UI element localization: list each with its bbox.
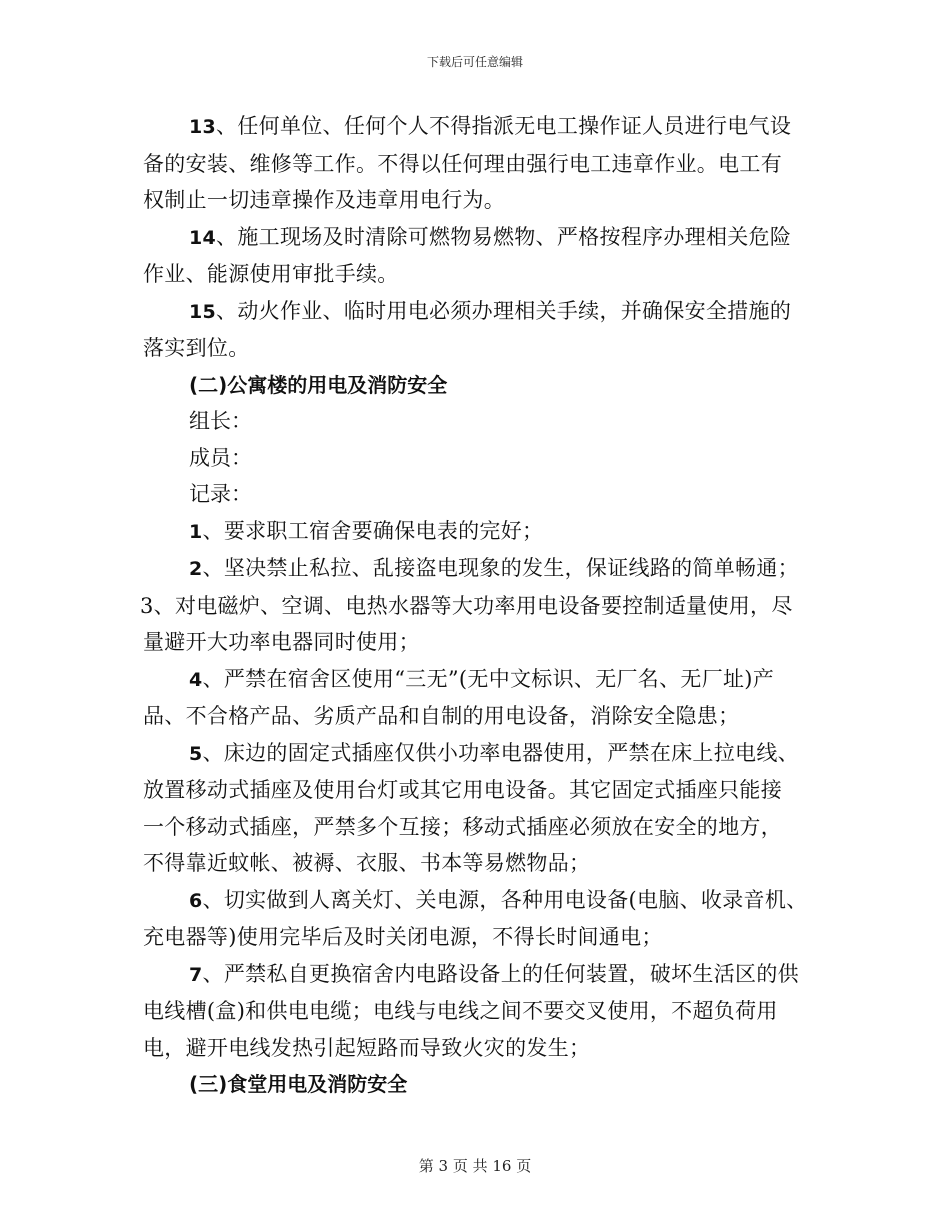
item-number: 7 [189, 963, 203, 986]
item-text: 、切实做到人离关灯、关电源，各种用电设备(电脑、收录音机、 [202, 887, 808, 912]
item-text: 、严禁私自更换宿舍内电路设备上的任何装置，破坏生活区的供 [202, 961, 799, 986]
list-item [143, 293, 808, 367]
item-number: 15 [189, 300, 217, 323]
item-text: 、要求职工宿舍要确保电表的完好； [202, 518, 544, 543]
list-item [143, 513, 808, 551]
item-text: 3、对电磁炉、空调、电热水器等大功率用电设备要控制适量使用，尽 [140, 593, 793, 618]
leader-field: 组长： [189, 409, 252, 433]
item-text: 、施工现场及时清除可燃物易燃物、严格按程序办理相关危险 [216, 224, 792, 249]
item-number: 1 [189, 520, 203, 543]
item-text: 充电器等)使用完毕后及时关闭电源，不得长时间通电； [143, 925, 663, 949]
list-item [140, 588, 808, 661]
item-number: 13 [189, 116, 217, 138]
item-text: 品、不合格产品、劣质产品和自制的用电设备，消除安全隐患； [143, 704, 740, 728]
section-heading: (二)公寓楼的用电及消防安全 [189, 372, 448, 397]
list-item [143, 550, 808, 588]
item-text: 、动火作业、临时用电必须办理相关手续，并确保安全措施的 [216, 298, 792, 323]
item-number: 6 [189, 889, 203, 912]
record-field: 记录： [189, 482, 252, 506]
page-number: 第 3 页 共 16 页 [418, 1157, 532, 1175]
section-heading: (三)食堂用电及消防安全 [189, 1072, 408, 1096]
item-text: 不得靠近蚊帐、被褥、衣服、书本等易燃物品； [143, 851, 591, 875]
item-text: 作业、能源使用审批手续。 [143, 262, 399, 286]
list-item [143, 882, 808, 956]
item-number: 2 [189, 558, 203, 580]
page-header-note: 下载后可任意编辑 [426, 55, 523, 69]
list-item [143, 661, 808, 735]
list-item [143, 108, 808, 219]
item-number: 5 [189, 742, 203, 765]
item-text: 落实到位。 [143, 336, 250, 360]
list-item [143, 219, 808, 293]
item-text: 放置移动式插座及使用台灯或其它用电设备。其它固定式插座只能接 [143, 778, 782, 802]
list-item [143, 956, 808, 1067]
item-number: 4 [189, 668, 203, 691]
item-text: 电线槽(盒)和供电电缆；电线与电线之间不要交叉使用，不超负荷用 [143, 999, 778, 1023]
document-body [140, 108, 808, 1103]
item-text: 、坚决禁止私拉、乱接盗电现象的发生，保证线路的简单畅通； [202, 556, 799, 580]
list-item [143, 735, 808, 882]
item-number: 14 [189, 226, 217, 249]
item-text: 电，避开电线发热引起短路而导致火灾的发生； [143, 1035, 591, 1060]
item-text: 权制止一切违章操作及违章用电行为。 [143, 188, 506, 212]
item-text: 、床边的固定式插座仅供小功率电器使用，严禁在床上拉电线、 [202, 740, 799, 765]
item-text: 量避开大功率电器同时使用； [143, 630, 420, 654]
item-text: 、任何单位、任何个人不得指派无电工操作证人员进行电气设 [216, 114, 792, 138]
item-text: 备的安装、维修等工作。不得以任何理由强行电工违章作业。电工有 [143, 151, 782, 176]
item-text: 、严禁在宿舍区使用“三无”(无中文标识、无厂名、无厂址)产 [202, 666, 775, 691]
item-text: 一个移动式插座，严禁多个互接；移动式插座必须放在安全的地方， [143, 814, 782, 839]
members-field: 成员： [189, 445, 252, 470]
